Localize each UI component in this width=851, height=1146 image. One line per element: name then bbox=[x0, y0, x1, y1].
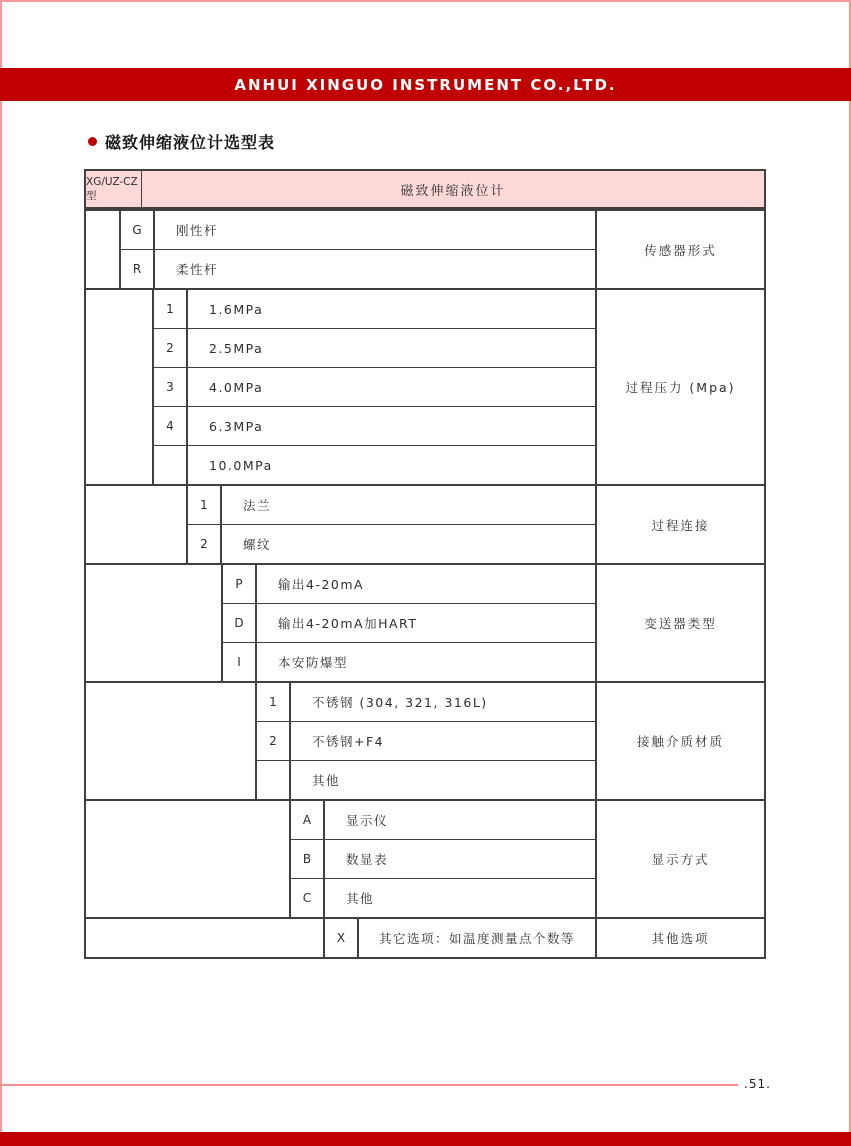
desc-cell: 柔性杆 bbox=[176, 262, 219, 277]
table-row bbox=[223, 642, 595, 681]
desc-cell: 显示仪 bbox=[346, 813, 389, 828]
desc-cell: 输出4-20mA加HART bbox=[278, 616, 418, 631]
category-cell: 过程连接 bbox=[595, 486, 764, 563]
table-row bbox=[325, 919, 595, 957]
page-border-left bbox=[0, 0, 2, 1132]
desc-cell: 其他 bbox=[346, 891, 375, 906]
company-banner bbox=[0, 68, 851, 101]
code-cell: 1 bbox=[257, 683, 291, 721]
table-row bbox=[154, 406, 595, 445]
company-name: ANHUI XINGUO INSTRUMENT CO.,LTD. bbox=[234, 75, 617, 94]
desc-cell: 1.6MPa bbox=[209, 301, 264, 317]
bottom-red-bar bbox=[0, 1132, 851, 1146]
desc-cell: 法兰 bbox=[243, 498, 272, 513]
code-cell: 2 bbox=[154, 329, 188, 367]
indent-cell bbox=[86, 565, 223, 681]
code-cell: 3 bbox=[154, 368, 188, 406]
section-title bbox=[88, 130, 275, 153]
table-row bbox=[121, 211, 595, 249]
desc-cell: 本安防爆型 bbox=[278, 655, 349, 670]
category-cell: 传感器形式 bbox=[595, 211, 764, 288]
code-cell: I bbox=[223, 643, 257, 681]
table-row bbox=[154, 290, 595, 328]
section-other-options bbox=[86, 917, 764, 957]
category-cell: 变送器类型 bbox=[595, 565, 764, 681]
desc-cell: 4.0MPa bbox=[209, 379, 264, 395]
code-cell bbox=[154, 446, 188, 484]
desc-cell: 数显表 bbox=[346, 852, 389, 867]
footer-rule bbox=[0, 1084, 738, 1086]
bullet-icon bbox=[88, 137, 97, 146]
indent-cell bbox=[86, 290, 154, 484]
code-cell: R bbox=[121, 250, 155, 288]
code-cell: 4 bbox=[154, 407, 188, 445]
section-process-pressure bbox=[86, 288, 764, 484]
table-row bbox=[257, 760, 595, 799]
indent-cell bbox=[86, 801, 291, 917]
page-border-top bbox=[0, 0, 851, 2]
table-row bbox=[291, 878, 595, 917]
desc-cell: 不锈钢 (304, 321, 316L) bbox=[312, 695, 488, 710]
code-cell: 2 bbox=[188, 525, 222, 563]
table-row bbox=[223, 603, 595, 642]
indent-cell bbox=[86, 211, 121, 288]
table-row bbox=[223, 565, 595, 603]
indent-cell bbox=[86, 683, 257, 799]
code-cell: 1 bbox=[154, 290, 188, 328]
category-cell: 其他选项 bbox=[595, 919, 764, 957]
model-selection-table bbox=[84, 169, 766, 959]
table-row bbox=[154, 445, 595, 484]
model-code-cell: XG/UZ-CZ型 bbox=[86, 171, 142, 207]
table-row bbox=[291, 801, 595, 839]
code-cell: A bbox=[291, 801, 325, 839]
code-cell: C bbox=[291, 879, 325, 917]
table-row bbox=[188, 524, 595, 563]
desc-cell: 螺纹 bbox=[243, 537, 272, 552]
section-process-connection bbox=[86, 484, 764, 563]
table-row bbox=[257, 721, 595, 760]
section-title-text: 磁致伸缩液位计选型表 bbox=[105, 133, 276, 152]
table-row bbox=[154, 328, 595, 367]
desc-cell: 其他 bbox=[312, 773, 341, 788]
section-sensor-form bbox=[86, 209, 764, 288]
desc-cell: 不锈钢+F4 bbox=[312, 734, 385, 749]
code-cell: P bbox=[223, 565, 257, 603]
desc-cell: 输出4-20mA bbox=[278, 577, 365, 592]
table-row bbox=[257, 683, 595, 721]
code-cell: 2 bbox=[257, 722, 291, 760]
indent-cell bbox=[86, 919, 325, 957]
section-transmitter-type bbox=[86, 563, 764, 681]
code-cell: X bbox=[325, 919, 359, 957]
desc-cell: 2.5MPa bbox=[209, 340, 264, 356]
table-header-row bbox=[86, 171, 764, 209]
product-name-cell: 磁致伸缩液位计 bbox=[400, 183, 506, 199]
table-row bbox=[154, 367, 595, 406]
desc-cell: 10.0MPa bbox=[209, 457, 273, 473]
code-cell: 1 bbox=[188, 486, 222, 524]
category-cell: 接触介质材质 bbox=[595, 683, 764, 799]
table-row bbox=[291, 839, 595, 878]
code-cell: B bbox=[291, 840, 325, 878]
code-cell bbox=[257, 761, 291, 799]
code-cell: D bbox=[223, 604, 257, 642]
category-cell: 显示方式 bbox=[595, 801, 764, 917]
section-wetted-material bbox=[86, 681, 764, 799]
category-cell: 过程压力 (Mpa) bbox=[595, 290, 764, 484]
page-number: .51. bbox=[744, 1077, 771, 1091]
table-row bbox=[188, 486, 595, 524]
indent-cell bbox=[86, 486, 188, 563]
table-row bbox=[121, 249, 595, 288]
desc-cell: 其它选项：如温度测量点个数等 bbox=[378, 931, 575, 946]
desc-cell: 6.3MPa bbox=[209, 418, 264, 434]
desc-cell: 刚性杆 bbox=[176, 223, 219, 238]
code-cell: G bbox=[121, 211, 155, 249]
section-display-mode bbox=[86, 799, 764, 917]
